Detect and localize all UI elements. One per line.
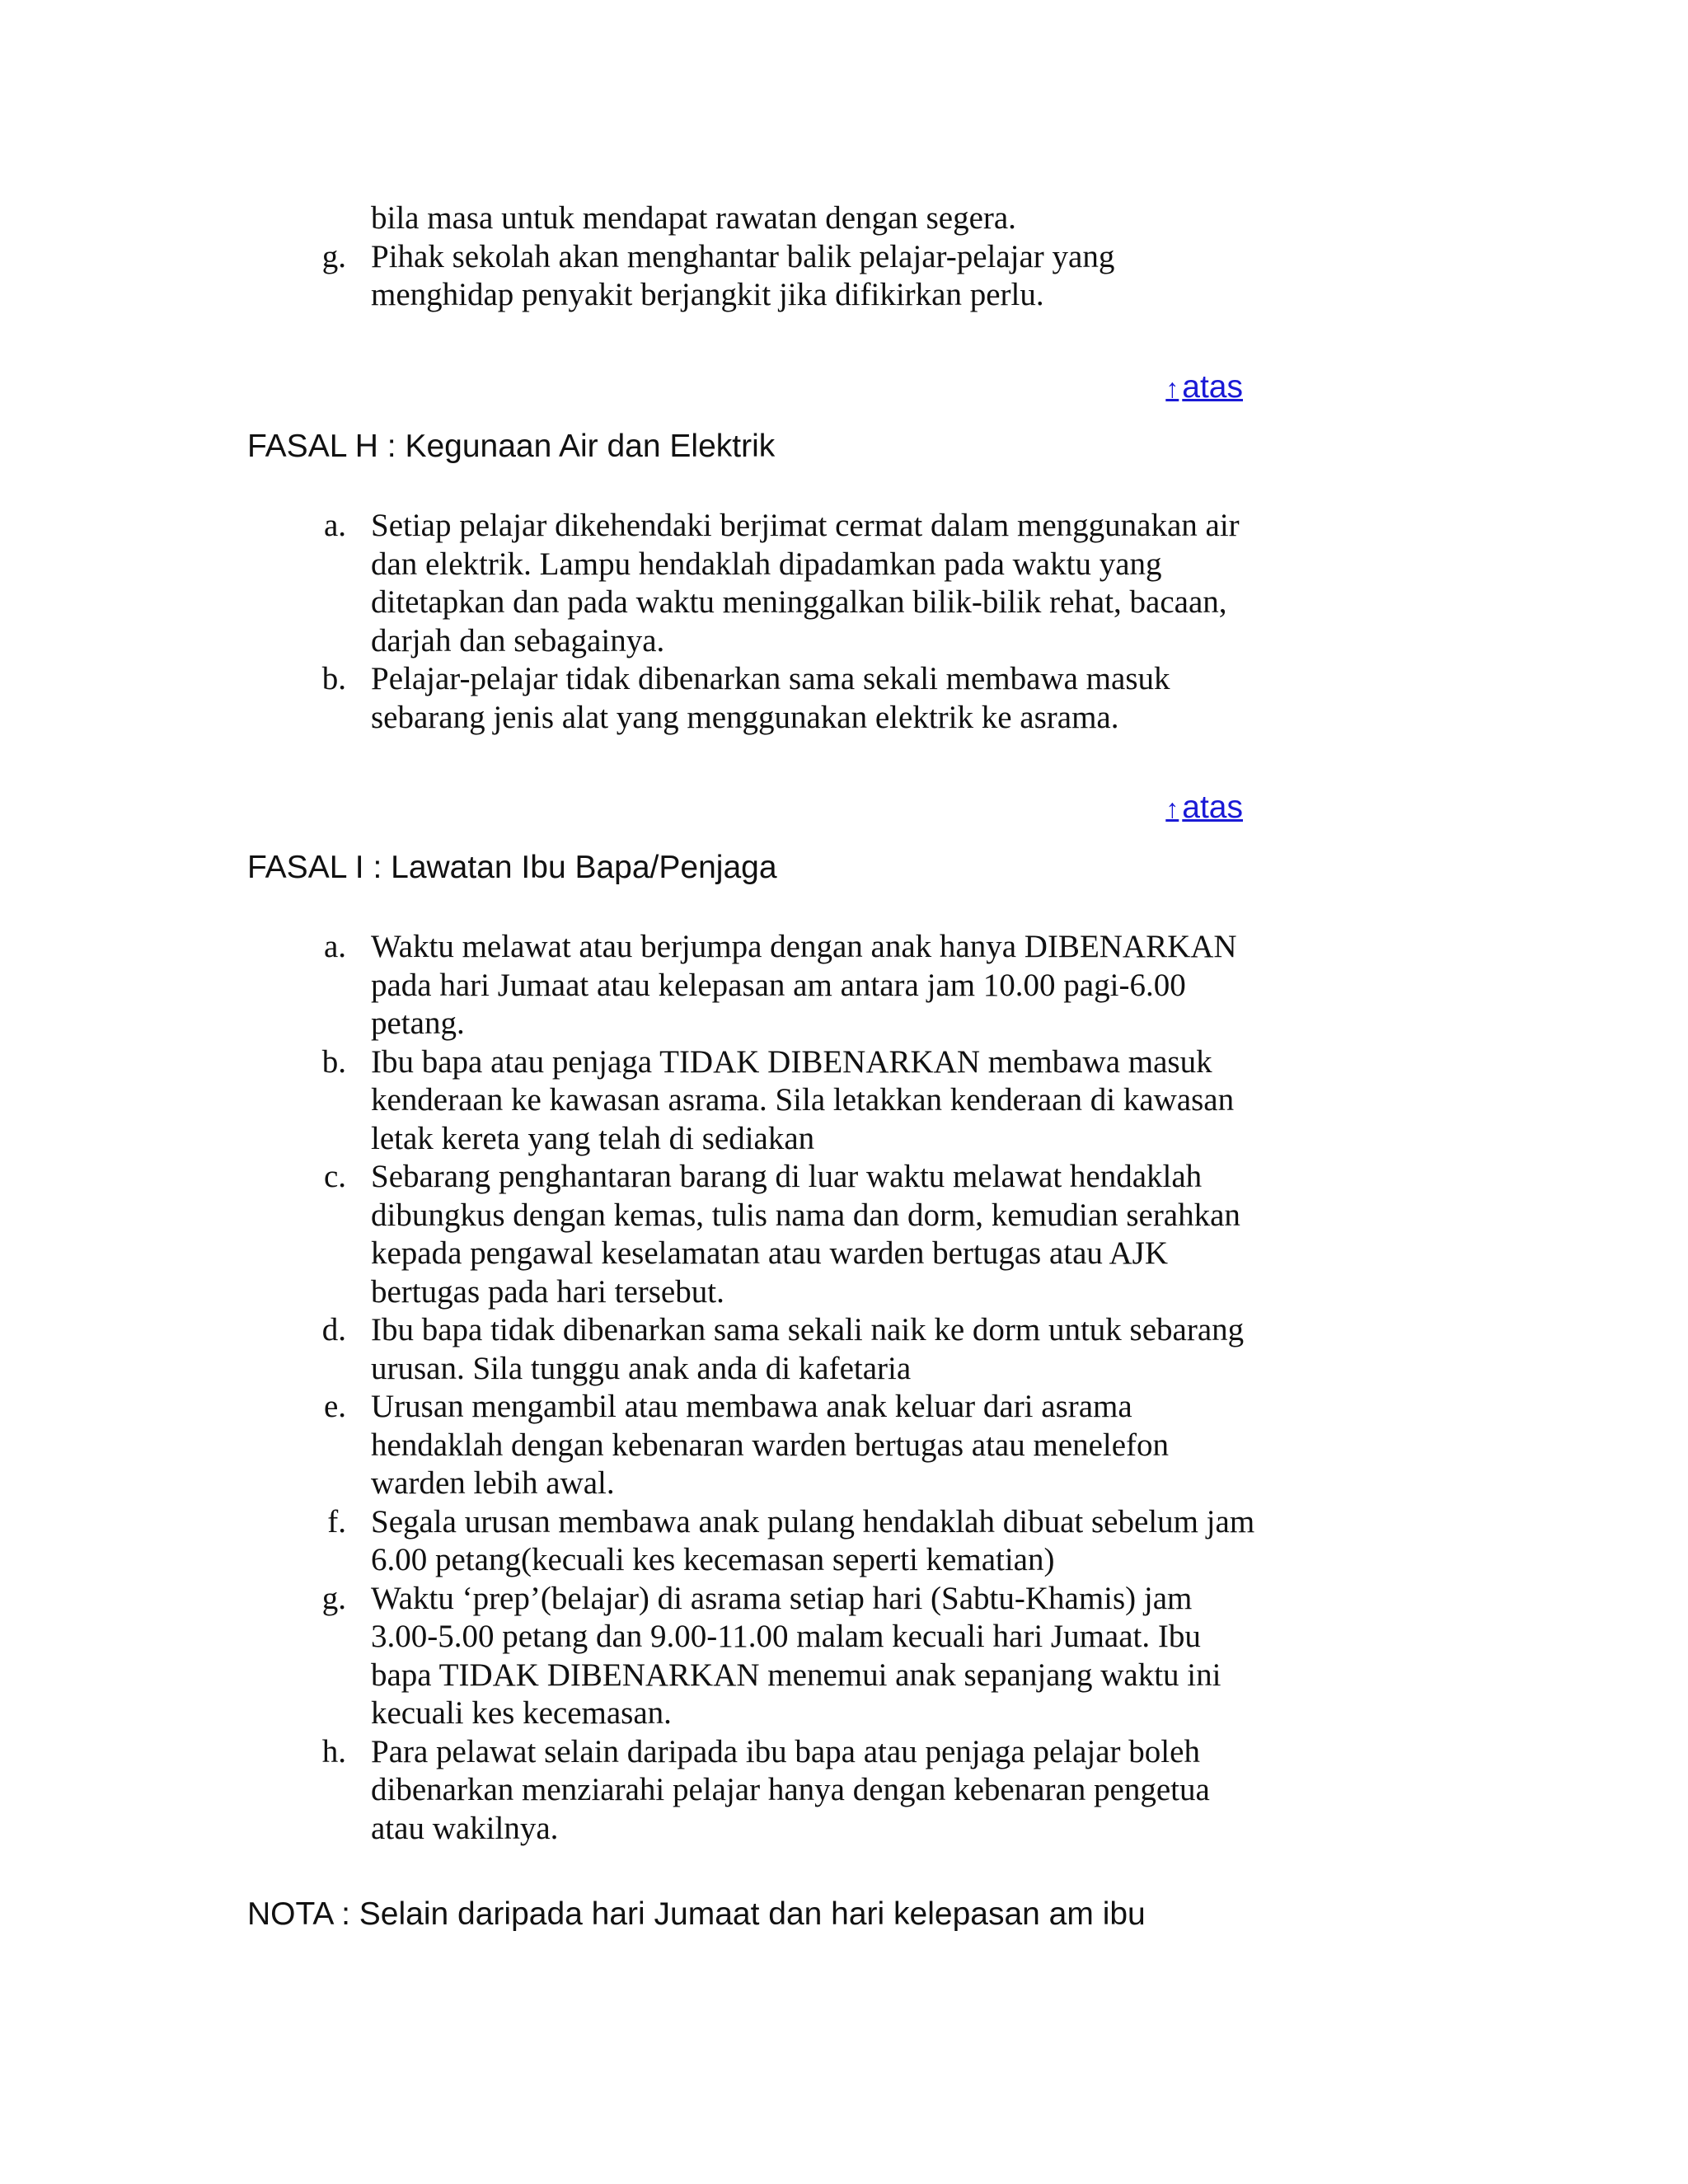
continuation-line: bila masa untuk mendapat rawatan dengan segera. — [371, 200, 1016, 236]
list-marker: g. — [321, 1580, 346, 1616]
list-marker: b. — [321, 1043, 346, 1080]
list-item — [293, 1388, 1265, 1503]
list-item — [293, 1043, 1265, 1159]
nota-text: NOTA : Selain daripada hari Jumaat dan hari kelepasan am ibu — [247, 1896, 1146, 1932]
list-item-text: Setiap pelajar dikehendaki berjimat cermat dalam menggunakan air dan elektrik. Lampu hendaklah dipadamkan pada waktu yang ditetapkan dan pada waktu meninggalkan bilik-bilik rehat, bacaan, darjah dan sebagainya. — [371, 508, 1240, 658]
list-marker: a. — [323, 929, 346, 964]
section-heading-fasal-h: FASAL H : Kegunaan Air dan Elektrik — [247, 429, 776, 464]
fasal-h-list — [293, 507, 1265, 737]
list-marker: f. — [327, 1503, 346, 1540]
back-to-top-link[interactable] — [1165, 790, 1243, 826]
back-to-top-label: atas — [1182, 790, 1243, 825]
up-arrow-icon: ↑ — [1165, 373, 1179, 403]
back-to-top-link[interactable] — [1165, 369, 1243, 405]
list-marker: b. — [321, 661, 346, 696]
list-item-text: Urusan mengambil atau membawa anak keluar dari asrama hendaklah dengan kebenaran warden bertugas atau menelefon warden lebih awal. — [371, 1389, 1170, 1501]
list-item — [293, 1580, 1265, 1733]
list-item — [293, 1311, 1265, 1388]
list-marker: g. — [321, 238, 346, 274]
list-item-text: Waktu ‘prep’(belajar) di asrama setiap hari (Sabtu-Khamis) jam 3.00-5.00 petang dan 9.00-11.00 malam kecuali hari Jumaat. Ibu bapa TIDAK DIBENARKAN menemui anak sepanjang waktu ini kecuali kes kecemasan. — [371, 1580, 1221, 1731]
list-item-text: Sebarang penghantaran barang di luar waktu melawat hendaklah dibungkus dengan kemas, tulis nama dan dorm, kemudian serahkan kepada pengawal keselamatan atau warden bertugas atau AJK bertugas pada hari tersebut. — [371, 1159, 1240, 1310]
list-marker: h. — [321, 1733, 346, 1769]
section-heading-fasal-i: FASAL I : Lawatan Ibu Bapa/Penjaga — [247, 850, 777, 885]
list-item-text: Segala urusan membawa anak pulang hendaklah dibuat sebelum jam 6.00 petang(kecuali kes kecemasan seperti kematian) — [371, 1503, 1255, 1577]
list-item-text: Ibu bapa atau penjaga TIDAK DIBENARKAN membawa masuk kenderaan ke kawasan asrama. Sila letakkan kenderaan di kawasan letak kereta yang telah di sediakan — [371, 1043, 1235, 1156]
list-marker: d. — [321, 1312, 346, 1347]
fasal-i-list — [293, 928, 1265, 1848]
list-item — [293, 660, 1265, 737]
list-item — [293, 1158, 1265, 1311]
list-item-text: Waktu melawat atau berjumpa dengan anak hanya DIBENARKAN pada hari Jumaat atau kelepasan am antara jam 10.00 pagi-6.00 petang. — [371, 929, 1237, 1041]
list-item — [293, 238, 1265, 315]
up-arrow-icon: ↑ — [1165, 794, 1179, 823]
list-marker: a. — [323, 508, 346, 543]
list-item-text: Pelajar-pelajar tidak dibenarkan sama sekali membawa masuk sebarang jenis alat yang menggunakan elektrik ke asrama. — [371, 661, 1170, 735]
list-item-text: Pihak sekolah akan menghantar balik pelajar-pelajar yang menghidap penyakit berjangkit jika difikirkan perlu. — [371, 238, 1115, 312]
list-marker: e. — [323, 1389, 346, 1424]
list-item-text: Ibu bapa tidak dibenarkan sama sekali naik ke dorm untuk sebarang urusan. Sila tunggu anak anda di kafetaria — [371, 1312, 1245, 1386]
list-item — [293, 1733, 1265, 1849]
list-item-text: Para pelawat selain daripada ibu bapa atau penjaga pelajar boleh dibenarkan menziarahi pelajar hanya dengan kebenaran pengetua atau wakilnya. — [371, 1733, 1210, 1846]
list-marker: c. — [323, 1159, 346, 1194]
list-item — [293, 1503, 1265, 1580]
list-item — [293, 928, 1265, 1043]
back-to-top-label: atas — [1182, 369, 1243, 405]
list-item — [293, 507, 1265, 660]
previous-section-fragment — [293, 199, 1265, 315]
